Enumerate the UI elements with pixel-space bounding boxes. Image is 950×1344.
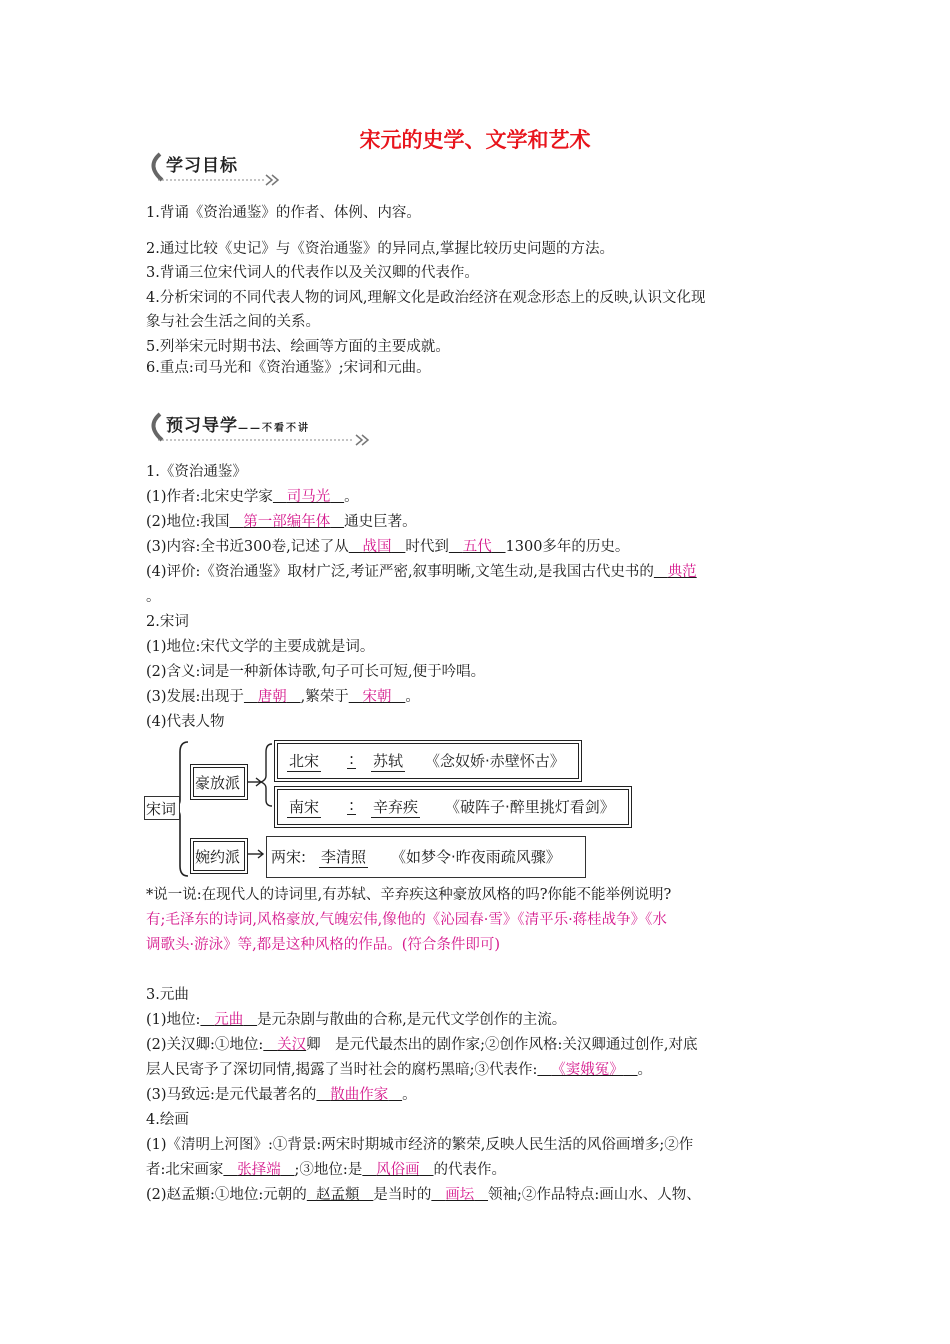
discuss-question: *说一说:在现代人的诗词里,有苏轼、辛弃疾这种豪放风格的吗?你能不能举例说明? (146, 887, 672, 903)
q2-status: (1)地位:宋代文学的主要成就是词。 (146, 639, 375, 655)
q1-author: (1)作者:北宋史学家 司马光 。 (146, 489, 359, 505)
answer: 画坛 (445, 1187, 475, 1203)
goal-item: 6.重点:司马光和《资治通鉴》;宋词和元曲。 (146, 360, 431, 376)
q1-content: (3)内容:全书近300卷,记述了从 战国 时代到 五代 1300多年的历史。 (146, 539, 630, 555)
poet: 苏轼 (373, 752, 404, 770)
school-box-haofang (190, 764, 248, 800)
q2-title: 2.宋词 (146, 614, 189, 630)
poet: 李清照 (321, 848, 367, 866)
section-banner-preview (144, 408, 374, 446)
q3-guan-2: 层人民寄予了深切同情,揭露了当时社会的腐朽黑暗;③代表作: 《窦娥冤》 。 (146, 1062, 653, 1078)
q3-status: (1)地位: 元曲 是元杂剧与散曲的合称,是元代文学创作的主流。 (146, 1012, 567, 1028)
q3-ma: (3)马致远:是元代最著名的 散曲作家 。 (146, 1087, 417, 1103)
school-box-wanyue (190, 838, 248, 874)
q2-meaning: (2)含义:词是一种新体诗歌,句子可长可短,便于吟唱。 (146, 664, 486, 680)
answer: 典范 (667, 564, 697, 580)
q2-people: (4)代表人物 (146, 714, 225, 730)
q1-title: 1.《资治通鉴》 (146, 464, 247, 480)
era: 南宋 (289, 798, 320, 816)
q2-dev: (3)发展:出现于 唐朝 ,繁荣于 宋朝 。 (146, 689, 420, 705)
goal-item: 5.列举宋元时期书法、绘画等方面的主要成就。 (146, 339, 450, 355)
work: 《破阵子·醉里挑灯看剑》 (445, 798, 615, 816)
discuss-answer: 有;毛泽东的诗词,风格豪放,气魄宏伟,像他的《沁园春·雪》《清平乐·蒋桂战争》《水 (146, 912, 667, 928)
answer: 第一部编年体 (243, 514, 331, 530)
goal-item: 1.背诵《资治通鉴》的作者、体例、内容。 (146, 205, 421, 221)
q4-qm-1: (1)《清明上河图》:①背景:两宋时期城市经济的繁荣,反映人民生活的风俗画增多;②作 (146, 1137, 694, 1153)
q1-eval-end: 。 (146, 589, 161, 605)
goal-item: 2.通过比较《史记》与《资治通鉴》的异同点,掌握比较历史问题的方法。 (146, 241, 614, 257)
era: 北宋 (289, 752, 320, 770)
answer: 赵孟頫 (316, 1187, 360, 1203)
discuss-answer: 调歌头·游泳》等,都是这种风格的作品。(符合条件即可) (146, 937, 501, 953)
page-title: 宋元的史学、文学和艺术 (359, 128, 591, 152)
section-heading-main: 预习导学 (166, 416, 238, 436)
answer: 唐朝 (257, 689, 287, 705)
sep: : (349, 750, 355, 768)
poet-row-1 (274, 740, 582, 782)
sep: : (349, 796, 355, 814)
goal-item: 3.背诵三位宋代词人的代表作以及关汉卿的代表作。 (146, 265, 479, 281)
poet-row-2 (274, 786, 632, 828)
q3-title: 3.元曲 (146, 987, 189, 1003)
answer: 散曲作家 (330, 1087, 389, 1103)
answer: 宋朝 (362, 689, 392, 705)
section-heading (166, 411, 310, 436)
answer: 《窦娥冤》 (551, 1062, 624, 1078)
section-banner-goals (144, 148, 284, 186)
q4-qm-2: 者:北宋画家 张择端 ;③地位:是 风俗画 的代表作。 (146, 1162, 506, 1178)
goal-item: 象与社会生活之间的关系。 (146, 314, 320, 330)
q4-title: 4.绘画 (146, 1112, 189, 1128)
school-label: 婉约派 (195, 848, 241, 866)
poet: 辛弃疾 (373, 798, 419, 816)
section-heading-sub: ——不看不讲 (238, 423, 310, 434)
answer: 张择端 (237, 1162, 281, 1178)
section-heading: 学习目标 (166, 156, 238, 176)
poet-row-3 (266, 836, 586, 878)
q3-guan: (2)关汉卿:①地位: 关汉卿 是元代最杰出的剧作家;②创作风格:关汉卿通过创作,对底 (146, 1037, 698, 1053)
school-label: 豪放派 (195, 774, 241, 792)
answer: 关汉 (277, 1037, 307, 1053)
diagram-root-box (144, 796, 180, 820)
era: 两宋: (271, 848, 307, 866)
answer: 元曲 (214, 1012, 244, 1028)
answer: 战国 (362, 539, 392, 555)
q1-eval: (4)评价:《资治通鉴》取材广泛,考证严密,叙事明晰,文笔生动,是我国古代史书的 典范 (146, 564, 697, 580)
answer: 司马光 (286, 489, 331, 505)
q1-status: (2)地位:我国 第一部编年体 通史巨著。 (146, 514, 417, 530)
ci-schools-diagram (144, 738, 644, 884)
work: 《念奴娇·赤壁怀古》 (425, 752, 565, 770)
work: 《如梦令·昨夜雨疏风骤》 (391, 848, 561, 866)
q4-zhao: (2)赵孟頫:①地位:元朝的 赵孟頫 是当时的 画坛 领袖;②作品特点:画山水、人物、 (146, 1187, 701, 1203)
answer: 风俗画 (376, 1162, 420, 1178)
goal-item: 4.分析宋词的不同代表人物的词风,理解文化是政治经济在观念形态上的反映,认识文化现 (146, 290, 706, 306)
diagram-root: 宋词 (146, 800, 177, 818)
answer: 五代 (462, 539, 492, 555)
